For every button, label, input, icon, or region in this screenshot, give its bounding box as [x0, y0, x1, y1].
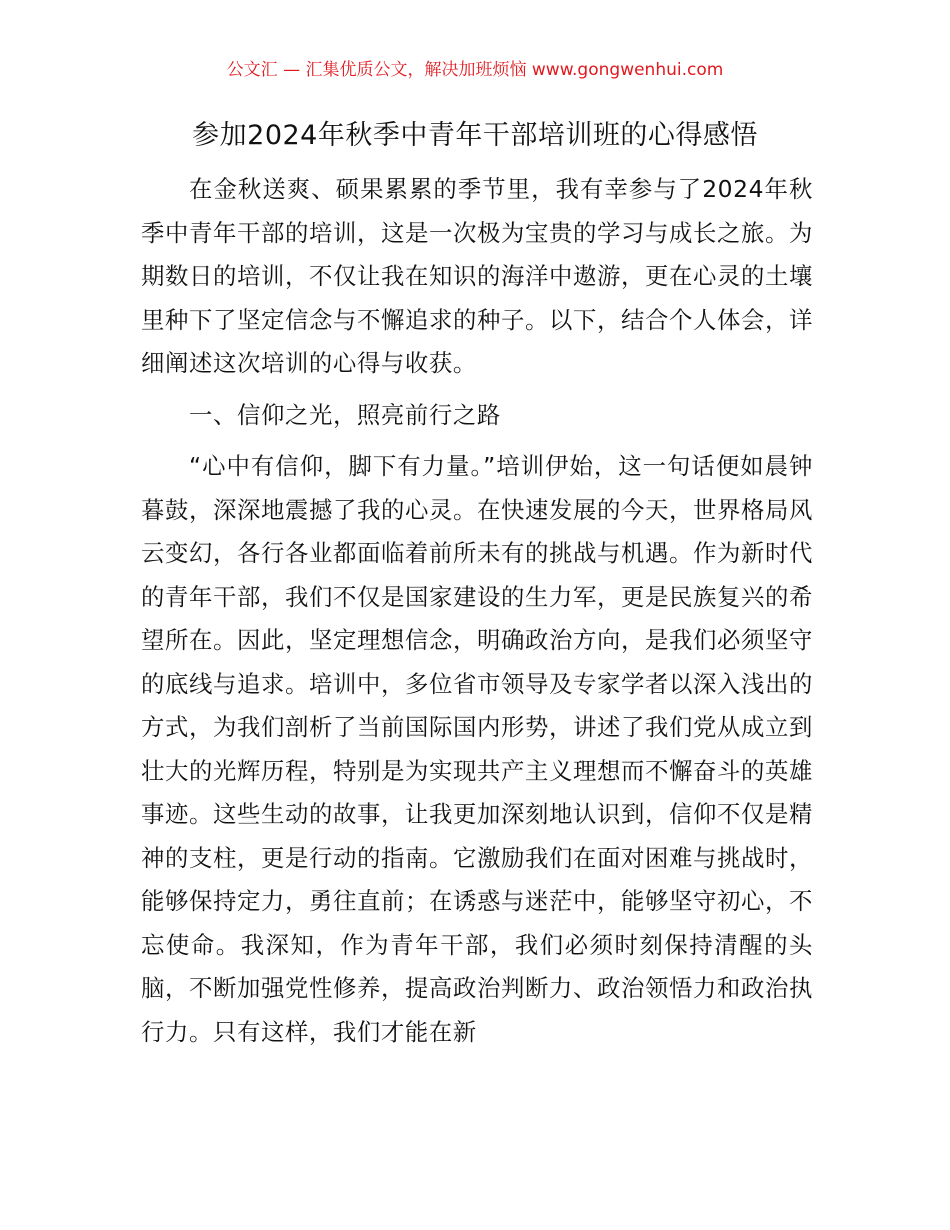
paragraph-spacer — [141, 386, 813, 394]
paragraph-section-1-body: “心中有信仰，脚下有力量。”培训伊始，这一句话便如晨钟暮鼓，深深地震撼了我的心灵。在快速发展的今天，世界格局风云变幻，各行各业都面临着前所未有的挑战与机遇。作为新时代的青年干部，我们不仅是国家建设的生力军，更是民族复兴的希望所在。因此，坚定理想信念，明确政治方向，是我们必须坚守的底线与追求。培训中，多位省市领导及专家学者以深入浅出的方式，为我们剖析了当前国际国内形势，讲述了我们党从成立到壮大的光辉历程，特别是为实现共产主义理想而不懈奋斗的英雄事迹。这些生动的故事，让我更加深刻地认识到，信仰不仅是精神的支柱，更是行动的指南。它激励我们在面对困难与挑战时，能够保持定力，勇往直前；在诱惑与迷茫中，能够坚守初心，不忘使命。我深知，作为青年干部，我们必须时刻保持清醒的头脑，不断加强党性修养，提高政治判断力、政治领悟力和政治执行力。只有这样，我们才能在新 — [141, 452, 813, 1046]
section-heading-1: 一、信仰之光，照亮前行之路 — [189, 400, 501, 429]
paragraph-spacer — [141, 437, 813, 445]
document-body — [141, 168, 813, 1054]
paragraph-intro: 在金秋送爽、硕果累累的季节里，我有幸参与了2024年秋季中青年干部的培训，这是一次极为宝贵的学习与成长之旅。为期数日的培训，不仅让我在知识的海洋中遨游，更在心灵的土壤里种下了坚定信念与不懈追求的种子。以下，结合个人体会，详细阐述这次培训的心得与收获。 — [141, 175, 813, 377]
site-banner: 公文汇 — 汇集优质公文，解决加班烦恼 www.gongwenhui.com — [226, 60, 724, 80]
document-title: 参加2024年秋季中青年干部培训班的心得感悟 — [192, 120, 758, 151]
